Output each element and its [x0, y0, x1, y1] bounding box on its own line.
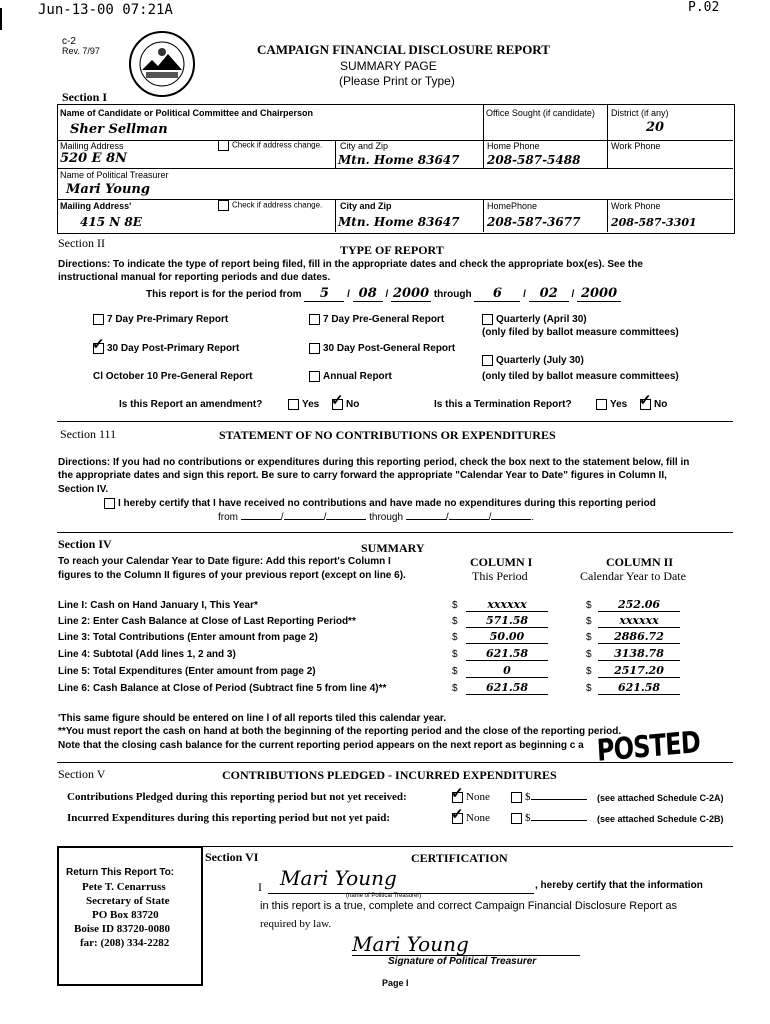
section3-directions-1: Directions: If you had no contributions or expenditures during this reporting period, check the box next to the statement below, fill in — [58, 457, 690, 468]
opt-30day-general[interactable]: 30 Day Post-General Report — [309, 343, 455, 354]
checkbox-icon — [482, 355, 493, 366]
section1-label: Section I — [62, 90, 107, 104]
incurred-label: Incurred Expenditures during this reporting period but not yet paid: — [67, 812, 391, 824]
nc-to-year[interactable] — [491, 519, 531, 520]
checkbox-icon — [511, 813, 522, 824]
checkbox-checked-icon — [452, 792, 463, 803]
return-office: Secretary of State — [86, 895, 170, 907]
checkbox-icon — [482, 314, 493, 325]
work-phone2-field[interactable]: 208-587-3301 — [611, 216, 697, 229]
col1-dollar: $ — [452, 683, 458, 694]
opt-quarterly-april[interactable]: Quarterly (April 30) — [482, 314, 587, 325]
page-footer: Page l — [382, 978, 409, 988]
termination-no[interactable]: ✓ No — [640, 399, 667, 410]
section4-note-2: **You must report the cash on hand at both the beginning of the reporting period and the close of the reporting period. — [58, 726, 622, 737]
period-to-month[interactable]: 6 — [474, 286, 520, 302]
col1-value[interactable]: 571.58 — [466, 614, 548, 628]
opt-annual[interactable]: Annual Report — [309, 371, 392, 382]
signature-field[interactable]: Mari Young — [352, 932, 469, 956]
col2-value[interactable]: 252.06 — [598, 598, 680, 612]
section4-label: Section IV — [58, 537, 112, 551]
section4-title: SUMMARY — [361, 541, 425, 555]
nc-to-day[interactable] — [449, 519, 489, 520]
cert-i: I — [258, 880, 262, 894]
col2-value[interactable]: xxxxxx — [598, 614, 680, 628]
home-phone-field[interactable]: 208-587-5488 — [487, 153, 581, 167]
no-contrib-certify[interactable]: I hereby certify that I have received no contributions and have made no expenditures during this reporting period — [104, 498, 656, 509]
checkbox-checked-icon — [332, 399, 343, 410]
opt-oct[interactable]: Cl October 10 Pre-General Report — [93, 371, 253, 382]
section5-title: CONTRIBUTIONS PLEDGED - INCURRED EXPENDITURES — [222, 768, 557, 782]
checkbox-icon — [309, 314, 320, 325]
col2-dollar: $ — [586, 683, 592, 694]
col2-dollar: $ — [586, 632, 592, 643]
col2-dollar: $ — [586, 600, 592, 611]
col2-dollar: $ — [586, 666, 592, 677]
opt-7day-primary[interactable]: 7 Day Pre-Primary Report — [93, 314, 228, 325]
summary-line-label: Line 4: Subtotal (Add lines 1, 2 and 3) — [58, 649, 236, 660]
section6-title: CERTIFICATION — [411, 851, 508, 865]
incurred-none[interactable]: ✓ None — [452, 812, 490, 824]
col1-value[interactable]: 0 — [466, 664, 548, 678]
checkbox-icon — [309, 343, 320, 354]
city2-field[interactable]: Mtn. Home 83647 — [338, 215, 460, 229]
period-from-day[interactable]: 08 — [353, 286, 383, 302]
incurred-amount[interactable]: $ — [511, 812, 587, 824]
col1-value[interactable]: 621.58 — [466, 681, 548, 695]
nc-from-month[interactable] — [241, 519, 281, 520]
fax-page: P.02 — [688, 0, 720, 15]
fax-datetime: Jun-13-00 07:21A — [38, 2, 173, 18]
termination-yes[interactable]: Yes — [596, 399, 627, 410]
amendment-no[interactable]: ✓ No — [332, 399, 359, 410]
section4-intro-2: figures to the Column II figures of your previous report (except on line 6). — [58, 570, 406, 581]
work-phone2-label: Work Phone — [611, 201, 661, 211]
checkbox-checked-icon — [93, 343, 104, 354]
city-label: City and Zip — [340, 141, 389, 151]
col1-dollar: $ — [452, 600, 458, 611]
amendment-yes[interactable]: Yes — [288, 399, 319, 410]
checkbox-icon — [288, 399, 299, 410]
address2-change-check[interactable]: Check if address change. — [218, 200, 322, 211]
checkbox-checked-icon — [640, 399, 651, 410]
cert-hereby: , hereby certify that the information — [535, 880, 703, 891]
col1-dollar: $ — [452, 632, 458, 643]
checkbox-checked-icon — [452, 813, 463, 824]
nc-from-day[interactable] — [284, 519, 324, 520]
col2-header: COLUMN II — [606, 555, 674, 569]
section3-directions-3: Section IV. — [58, 484, 109, 495]
return-title: Return This Report To: — [66, 867, 175, 878]
mailing2-field[interactable]: 415 N 8E — [80, 215, 142, 229]
form-subtitle: SUMMARY PAGE — [340, 59, 437, 73]
col2-value[interactable]: 2517.20 — [598, 664, 680, 678]
city-field[interactable]: Mtn. Home 83647 — [338, 153, 460, 167]
section3-title: STATEMENT OF NO CONTRIBUTIONS OR EXPENDITURES — [219, 428, 556, 442]
treasurer-field[interactable]: Mari Young — [66, 182, 150, 197]
mailing-field[interactable]: 520 E 8N — [60, 151, 128, 166]
section2-directions-1: Directions: To indicate the type of report being filed, fill in the appropriate dates and check the appropriate box(es). See the — [58, 259, 643, 270]
col1-value[interactable]: 50.00 — [466, 630, 548, 644]
col1-dollar: $ — [452, 666, 458, 677]
opt-quarterly-july[interactable]: Quarterly (July 30) — [482, 355, 584, 366]
checkbox-icon — [511, 792, 522, 803]
home-phone-label: Home Phone — [487, 141, 540, 151]
office-label: Office Sought (if candidate) — [486, 108, 595, 118]
period-to-year[interactable]: 2000 — [577, 286, 621, 302]
section4-note-3: Note that the closing cash balance for the current reporting period appears on the next report as beginning c a — [58, 740, 584, 751]
mailing2-label: Mailing Address' — [60, 201, 132, 211]
period-line: This report is for the period from 5 / 08 / 2000 through 6 / 02 / 2000 — [146, 286, 621, 302]
summary-line-label: Line 2: Enter Cash Balance at Close of Last Reporting Period** — [58, 616, 356, 627]
checkbox-icon — [309, 371, 320, 382]
form-rev: Rev. 7/97 — [62, 46, 100, 56]
state-seal — [128, 30, 196, 98]
period-to-day[interactable]: 02 — [529, 286, 569, 302]
col2-value[interactable]: 621.58 — [598, 681, 680, 695]
col1-subheader: This Period — [472, 569, 528, 583]
quarterly-april-note: (only filed by ballot measure committees) — [482, 327, 679, 338]
form-instruction: (Please Print or Type) — [339, 74, 455, 88]
return-po: PO Box 83720 — [92, 909, 159, 921]
section5-label: Section V — [58, 767, 106, 781]
signature-caption: Signature of Political Treasurer — [388, 956, 537, 967]
cert-line2: in this report is a true, complete and correct Campaign Financial Disclosure Report as — [260, 900, 677, 912]
checkbox-icon — [93, 314, 104, 325]
col1-dollar: $ — [452, 616, 458, 627]
quarterly-july-note: (only tiled by ballot measure committees) — [482, 371, 679, 382]
pledged-amount[interactable]: $ — [511, 791, 587, 803]
treasurer-label: Name of Political Treasurer — [60, 170, 169, 180]
return-fax: far: (208) 334-2282 — [80, 937, 170, 949]
checkbox-icon — [218, 200, 229, 211]
section2-directions-2: instructional manual for reporting periods and due dates. — [58, 272, 331, 283]
section3-directions-2: the appropriate dates and sign this report. Be sure to carry forward the appropriate "Calendar Year to Date" figures in Column II, — [58, 470, 667, 481]
candidate-name-field[interactable]: Sher Sellman — [70, 122, 168, 137]
section6-label: Section VI — [205, 850, 259, 864]
cert-name-caption: (name of Political Treasurer) — [346, 893, 422, 899]
section2-label: Section II — [58, 236, 105, 250]
schedule-b: (see attached Schedule C-2B) — [597, 814, 724, 824]
col2-value[interactable]: 3138.78 — [598, 647, 680, 661]
period-from-month[interactable]: 5 — [304, 286, 344, 302]
form-code: c-2 — [62, 36, 76, 47]
district-label: District (if any) — [611, 108, 669, 118]
summary-line-label: Line 3: Total Contributions (Enter amount from page 2) — [58, 632, 318, 643]
scan-mark — [0, 8, 2, 30]
col2-subheader: Calendar Year to Date — [580, 569, 686, 583]
pledged-label: Contributions Pledged during this reporting period but not yet received: — [67, 791, 407, 803]
checkbox-icon — [104, 498, 115, 509]
col1-dollar: $ — [452, 649, 458, 660]
home-phone2-label: HomePhone — [487, 201, 538, 211]
schedule-a: (see attached Schedule C-2A) — [597, 793, 724, 803]
nc-to-month[interactable] — [406, 519, 446, 520]
pledged-none[interactable]: ✓ None — [452, 791, 490, 803]
checkbox-icon — [218, 140, 229, 151]
section3-label: Section 111 — [60, 427, 117, 441]
col1-value[interactable]: xxxxxx — [466, 598, 548, 612]
cert-line3: required by law. — [260, 918, 332, 930]
summary-line-label: Line 5: Total Expenditures (Enter amount from page 2) — [58, 666, 316, 677]
termination-question: Is this a Termination Report? — [434, 399, 572, 410]
work-phone-label: Work Phone — [611, 141, 661, 151]
home-phone2-field[interactable]: 208-587-3677 — [487, 215, 581, 229]
mailing-label: Mailing Address — [60, 141, 124, 151]
section4-intro-1: To reach your Calendar Year to Date figure: Add this report's Column I — [58, 556, 391, 567]
col2-dollar: $ — [586, 616, 592, 627]
col2-dollar: $ — [586, 649, 592, 660]
city2-label: City and Zip — [340, 201, 392, 211]
period-from-year[interactable]: 2000 — [392, 286, 430, 301]
checkbox-icon — [596, 399, 607, 410]
posted-stamp: POSTED — [596, 725, 701, 769]
district-field[interactable]: 20 — [646, 120, 665, 135]
opt-30day-primary[interactable]: ✓30 Day Post-Primary Report — [93, 343, 239, 354]
address-change-check[interactable]: Check if address change. — [218, 140, 322, 151]
return-city: Boise ID 83720-0080 — [74, 923, 170, 935]
summary-line-label: Line 6: Cash Balance at Close of Period (Subtract fine 5 from line 4)** — [58, 683, 387, 694]
col1-header: COLUMN I — [470, 555, 533, 569]
summary-line-label: Line I: Cash on Hand January I, This Year* — [58, 600, 258, 611]
section4-note-1: 'This same figure should be entered on line l of all reports tiled this calendar year. — [58, 713, 447, 724]
col1-value[interactable]: 621.58 — [466, 647, 548, 661]
opt-7day-general[interactable]: 7 Day Pre-General Report — [309, 314, 444, 325]
candidate-name-label: Name of Candidate or Political Committee and Chairperson — [60, 108, 314, 118]
return-name: Pete T. Cenarruss — [82, 881, 166, 893]
col2-value[interactable]: 2886.72 — [598, 630, 680, 644]
amendment-question: Is this Report an amendment? — [119, 399, 263, 410]
form-title: CAMPAIGN FINANCIAL DISCLOSURE REPORT — [257, 42, 550, 57]
cert-name-field[interactable]: Mari Young — [280, 866, 397, 890]
no-contrib-dates: from / / through / / . — [218, 512, 535, 523]
nc-from-year[interactable] — [326, 519, 366, 520]
section2-title: TYPE OF REPORT — [340, 243, 444, 257]
